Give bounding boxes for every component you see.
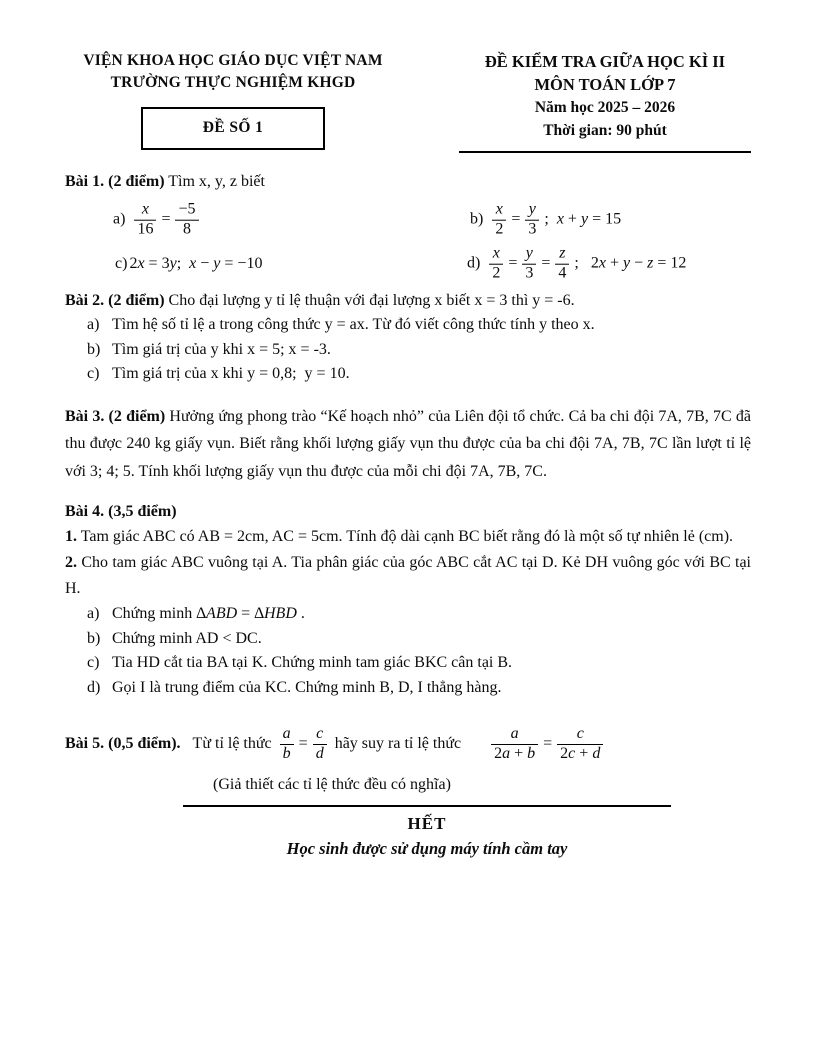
item-a-equation: $\frac{x}{16}$ = $\frac{-5}{8}$ <box>134 202 198 239</box>
item-b-label: b) <box>87 340 101 358</box>
exam-number-box: ĐỀ SỐ 1 <box>141 107 325 150</box>
item-d-label: d) <box>87 678 101 696</box>
problem-2-label: Bài 2. (2 điểm) <box>65 292 165 309</box>
item-c-text: Tìm giá trị của x khi y = 0,8; y = 10. <box>112 365 350 382</box>
problem-5-ratio-1: $\frac{a}{b}$ = $\frac{c}{d}$ <box>280 726 327 763</box>
item-a-label: a) <box>87 316 100 333</box>
exam-subject: MÔN TOÁN LỚP 7 <box>534 75 676 94</box>
item-c-equation: 2x = 3y; x − y = −10 <box>129 255 263 272</box>
fraction: $\frac{a}{2a + b}$ <box>491 726 538 763</box>
exam-duration: Thời gian: 90 phút <box>543 122 667 139</box>
problem-5-pre: Từ tỉ lệ thức <box>192 735 272 752</box>
fraction: $\frac{z}{4}$ <box>555 246 569 283</box>
fraction: $\frac{c}{2c + d}$ <box>557 726 603 763</box>
problem-2-item-a <box>87 313 751 338</box>
exam-year: Năm học 2025 – 2026 <box>534 99 676 116</box>
exam-title: ĐỀ KIỂM TRA GIỮA HỌC KÌ II <box>484 52 726 71</box>
problem-1-row-1 <box>65 194 751 246</box>
problem-1-item-d <box>467 246 686 283</box>
part-1-text: Tam giác ABC có AB = 2cm, AC = 5cm. Tính độ dài cạnh BC biết rằng đó là một số tự nhiên lẻ (cm). <box>77 528 734 545</box>
problem-1-label: Bài 1. (2 điểm) <box>65 173 165 190</box>
item-c-label: c) <box>87 365 100 382</box>
problem-2-item-b <box>87 338 751 363</box>
exam-header <box>65 50 751 153</box>
item-d-label: d) <box>467 255 481 272</box>
fraction: $\frac{a}{b}$ <box>280 726 294 763</box>
exam-footer <box>183 805 671 861</box>
problem-4-item-b <box>87 627 751 652</box>
problem-2-intro: Cho đại lượng y tỉ lệ thuận với đại lượng x biết x = 3 thì y = -6. <box>164 292 575 309</box>
problem-2-item-c <box>87 362 751 387</box>
item-b-text: Chứng minh AD < DC. <box>112 629 262 647</box>
item-b-text: Tìm giá trị của y khi x = 5; x = -3. <box>112 340 331 358</box>
item-c-label: c) <box>115 255 128 272</box>
problem-5-note: (Giả thiết các tỉ lệ thức đều có nghĩa) <box>213 776 451 793</box>
exam-content <box>65 50 751 861</box>
item-c-text: Tia HD cắt tia BA tại K. Chứng minh tam giác BKC cân tại B. <box>112 654 513 671</box>
problem-2-heading <box>65 288 751 313</box>
item-c-label: c) <box>87 654 100 671</box>
item-d-equation: $\frac{x}{2}$ = $\frac{y}{3}$ = $\frac{z}{4}$ ; 2x + y − z = 12 <box>489 246 686 283</box>
problem-5-mid: hãy suy ra tỉ lệ thức <box>334 735 462 752</box>
problem-1-item-b <box>470 202 621 239</box>
problem-1-row-2 <box>65 246 751 282</box>
exam-meta-block <box>459 50 751 153</box>
fraction: $\frac{x}{2}$ <box>492 202 506 239</box>
part-1-number: 1. <box>65 528 77 545</box>
problem-3-label: Bài 3. (2 điểm) <box>65 407 166 425</box>
problem-4-item-c <box>87 651 751 676</box>
fraction: $\frac{c}{d}$ <box>313 726 327 763</box>
problem-1-heading <box>65 169 751 194</box>
item-a-text: Chứng minh ∆ABD = ∆HBD . <box>112 605 305 622</box>
problem-1-intro: Tìm x, y, z biết <box>164 173 265 190</box>
part-2-text: Cho tam giác ABC vuông tại A. Tia phân giác của góc ABC cắt AC tại D. Kẻ DH vuông góc với BC tại H. <box>65 554 751 597</box>
problem-2 <box>65 288 751 387</box>
school-name-line1: VIỆN KHOA HỌC GIÁO DỤC VIỆT NAM <box>83 52 383 69</box>
problem-4-item-a <box>87 602 751 627</box>
problem-3-text: Hưởng ứng phong trào “Kế hoạch nhỏ” của Liên đội tổ chức. Cả ba chi đội 7A, 7B, 7C đã thu được 240 kg giấy vụn. Biết rằng khối lượng giấy vụn thu được của ba chi đội 7A, 7B, 7C lần lượt tỉ lệ với 3; 4; 5. Tính khối lượng giấy vụn thu được của mỗi chi đội 7A, 7B, 7C. <box>65 407 752 480</box>
item-a-label: a) <box>87 605 100 622</box>
item-a-label: a) <box>113 211 126 228</box>
end-marker: HẾT <box>407 814 447 833</box>
item-a-math: ∆ABD = ∆HBD . <box>196 605 305 622</box>
fraction: $\frac{-5}{8}$ <box>175 202 198 239</box>
fraction: $\frac{y}{3}$ <box>522 246 536 283</box>
part-2-number: 2. <box>65 554 77 571</box>
item-d-text: Gọi I là trung điểm của KC. Chứng minh B, D, I thẳng hàng. <box>112 678 502 696</box>
problem-3 <box>65 403 751 486</box>
problem-1-item-a <box>113 202 199 239</box>
problem-5-ratio-2: $\frac{a}{2a + b}$ = $\frac{c}{2c + d}$ <box>491 726 603 763</box>
fraction: $\frac{y}{3}$ <box>525 202 539 239</box>
problem-5 <box>65 718 751 770</box>
problem-4-item-d <box>87 676 751 701</box>
school-name-line2: TRƯỜNG THỰC NGHIỆM KHGD <box>110 74 356 91</box>
problem-4-label: Bài 4. (3,5 điểm) <box>65 503 177 520</box>
problem-5-label: Bài 5. (0,5 điểm). <box>65 735 181 752</box>
problem-4-part-1 <box>65 524 751 550</box>
problem-1-item-c <box>115 255 262 273</box>
item-a-text: Tìm hệ số tỉ lệ a trong công thức y = ax. Từ đó viết công thức tính y theo x. <box>112 316 595 333</box>
fraction: $\frac{x}{16}$ <box>134 202 156 239</box>
problem-4 <box>65 499 751 700</box>
item-b-label: b) <box>87 629 101 647</box>
problem-4-part-2 <box>65 550 751 602</box>
school-block <box>65 50 401 150</box>
fraction: $\frac{x}{2}$ <box>489 246 503 283</box>
item-b-label: b) <box>470 211 484 228</box>
calculator-note: Học sinh được sử dụng máy tính cầm tay <box>286 839 568 858</box>
item-b-equation: $\frac{x}{2}$ = $\frac{y}{3}$ ; x + y = 15 <box>492 202 621 239</box>
